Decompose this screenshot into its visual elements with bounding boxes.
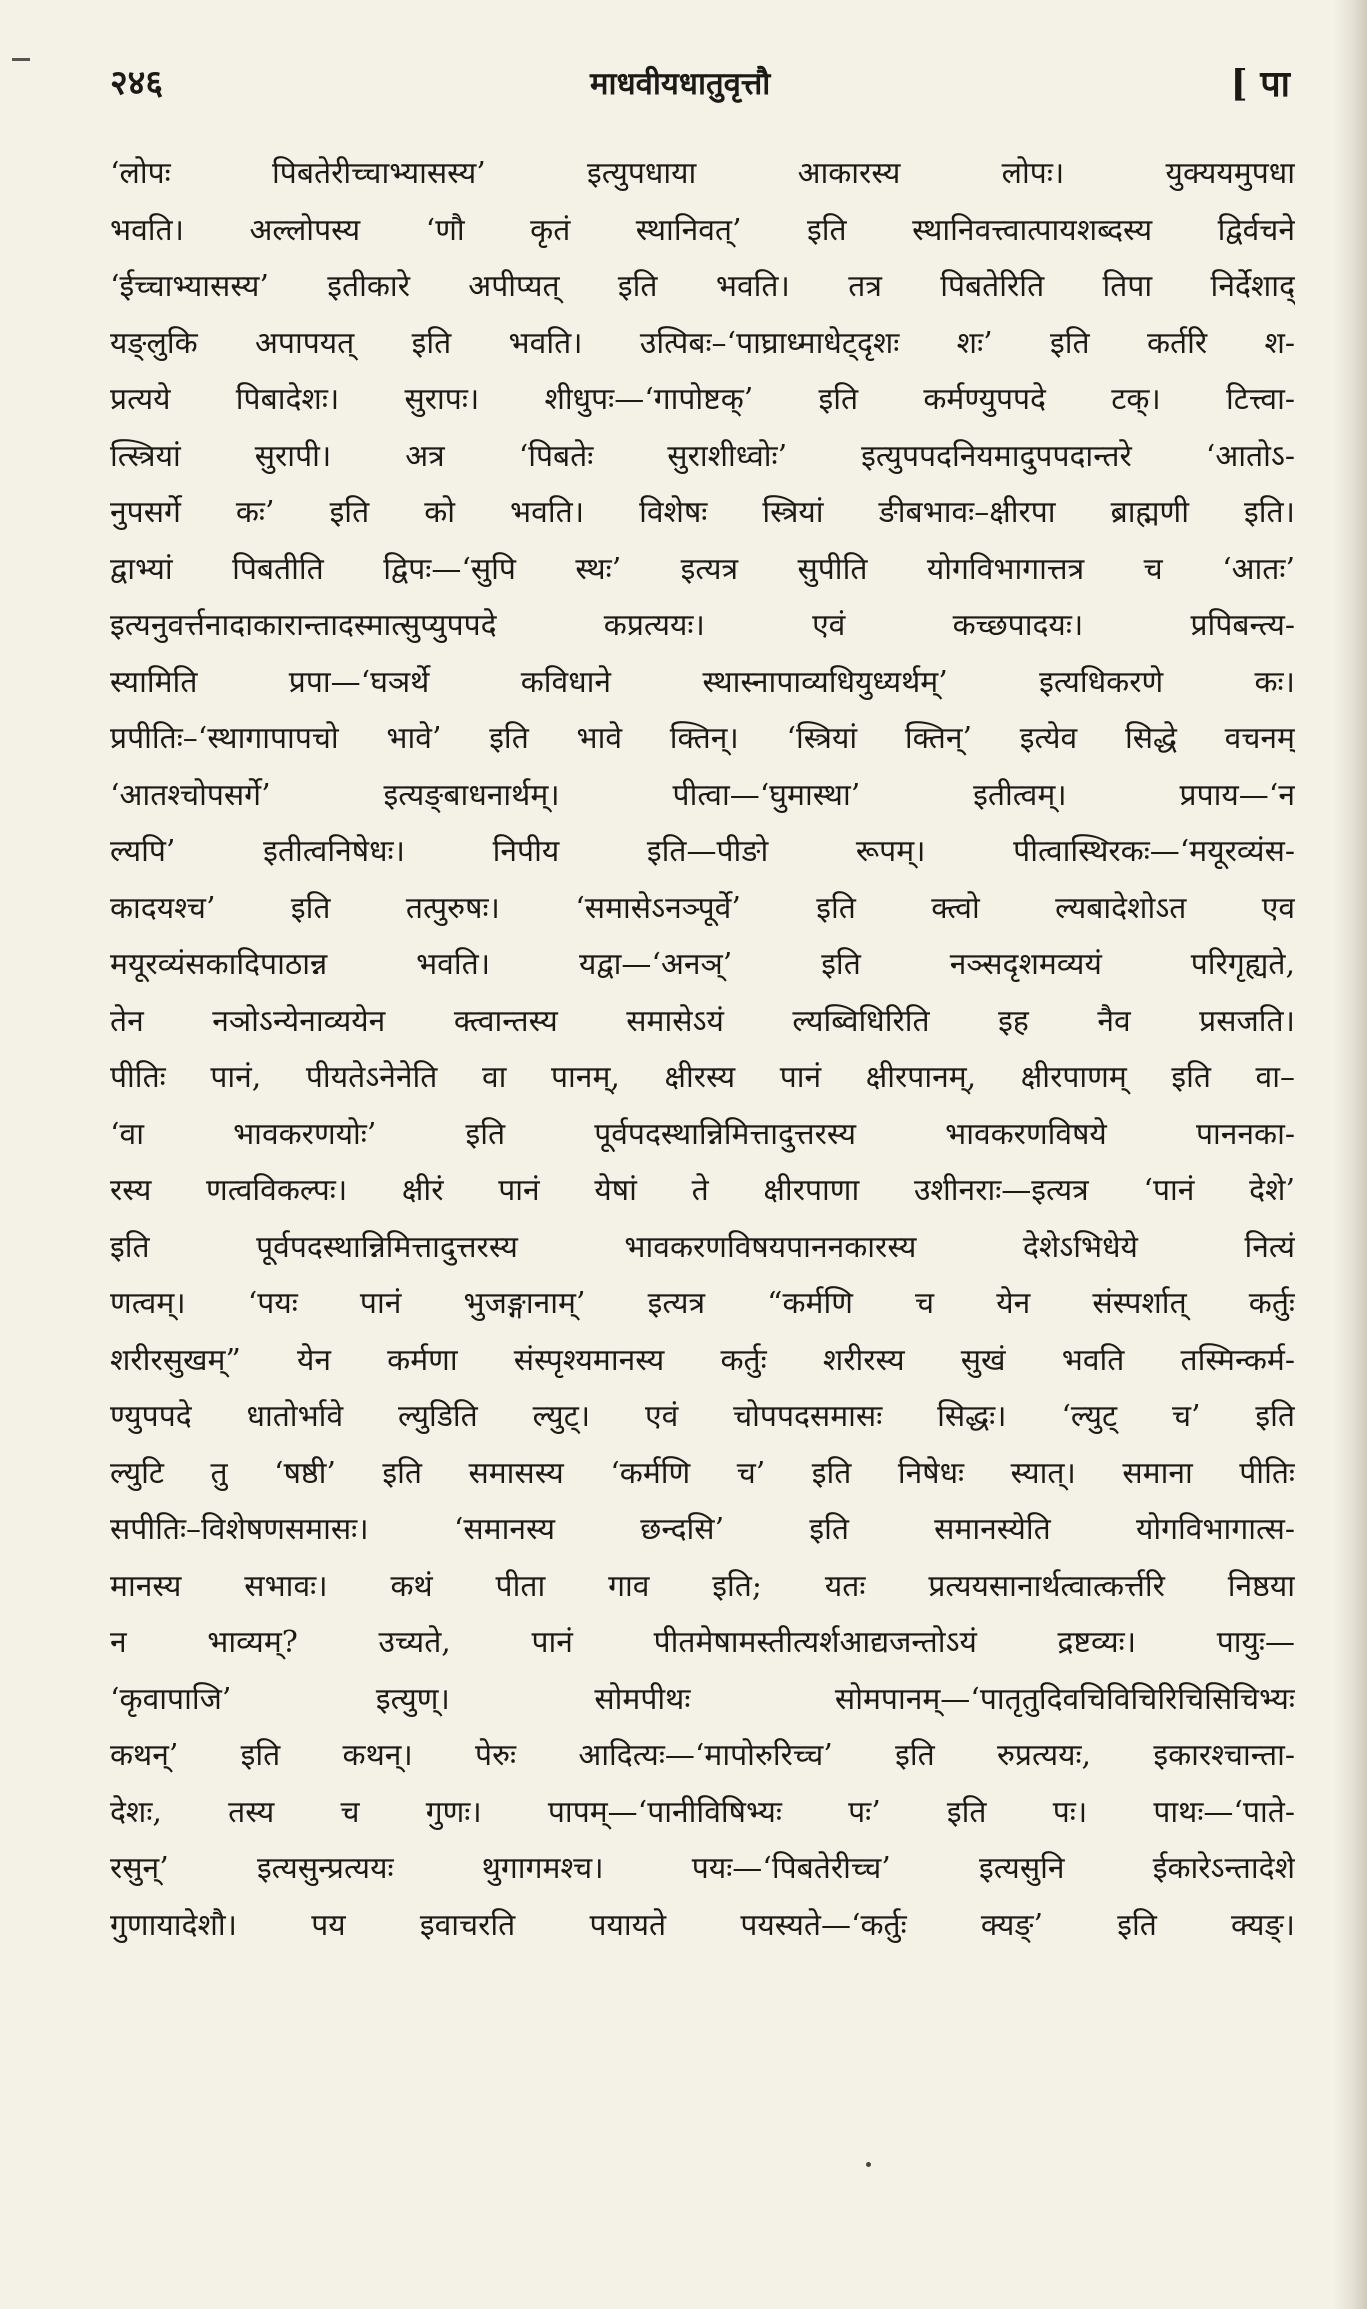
text-line: ल्यपि’ इतीत्वनिषेधः। निपीय इति—पीङो रूपम्। पीत्वास्थिरकः—‘मयूरव्यंस- [110,834,1295,869]
text-line: स्यामिति प्रपा—‘घञर्थे कविधाने स्थास्नापाव्यधियुध्यर्थम्’ इत्यधिकरणे कः। [110,664,1295,700]
running-title: माधवीयधातुवृत्तौ [590,66,771,102]
text-line: शरीरसुखम्” येन कर्मणा संस्पृश्यमानस्य कर्तुः शरीरस्य सुखं भवति तस्मिन्कर्म- [110,1342,1295,1378]
text-line: इति पूर्वपदस्थान्निमित्तादुत्तरस्य भावकरणविषयपाननकारस्य देशेऽभिधेये नित्यं [110,1229,1295,1265]
text-line: मानस्य सभावः। कथं पीता गाव इति; यतः प्रत्ययसानार्थत्वात्कर्त्तरि निष्ठया [110,1568,1295,1604]
text-line: इत्यनुवर्त्तनादाकारान्तादस्मात्सुप्युपपदे कप्रत्ययः। एवं कच्छपादयः। प्रपिबन्त्य- [110,608,1295,643]
page-header [110,58,1310,128]
text-line: नुपसर्गे कः’ इति को भवति। विशेषः स्त्रियां ङीबभावः–क्षीरपा ब्राह्मणी इति। [110,495,1295,530]
text-line: ‘लोपः पिबतेरीच्चाभ्यासस्य’ इत्युपधाया आकारस्य लोपः। युक्ययमुपधा [110,156,1295,191]
text-line: न भाव्यम्? उच्यते, पानं पीतमेषामस्तीत्यर्शआद्यजन्तोऽयं द्रष्टव्यः। पायुः— [110,1625,1295,1660]
text-line: तेन नञोऽन्येनाव्ययेन क्त्वान्तस्य समासेऽयं ल्यब्विधिरिति इह नैव प्रसजति। [110,1003,1295,1039]
text-line: ‘आतश्चोपसर्गे’ इत्यङ्बाधनार्थम्। पीत्वा—‘घुमास्था’ इतीत्वम्। प्रपाय—‘न [110,777,1295,813]
text-line: ‘वा भावकरणयोः’ इति पूर्वपदस्थान्निमित्तादुत्तरस्य भावकरणविषये पाननका- [110,1116,1295,1152]
body-text [110,146,1295,1954]
scan-speck [866,2162,871,2167]
text-line: त्स्त्रियां सुरापी। अत्र ‘पिबतेः सुराशीध्वोः’ इत्युपपदनियमादुपपदान्तरे ‘आतोऽ- [110,438,1295,474]
margin-mark [12,58,30,61]
text-line: रस्य णत्वविकल्पः। क्षीरं पानं येषां ते क्षीरपाणा उशीनराः—इत्यत्र ‘पानं देशे’ [110,1173,1295,1208]
text-line: ‘कृवापाजि’ इत्युण्। सोमपीथः सोमपानम्—‘पातृतुदिवचिविचिरिचिसिचिभ्यः [110,1681,1295,1717]
text-line: पीतिः पानं, पीयतेऽनेनेति वा पानम्, क्षीरस्य पानं क्षीरपानम्, क्षीरपाणम् इति वा– [110,1060,1295,1095]
text-line: यङ्लुकि अपापयत् इति भवति। उत्पिबः–‘पाघ्राध्माधेट्दृशः शः’ इति कर्तरि श- [110,325,1295,361]
section-marker: [ पा [1230,63,1290,105]
text-line: प्रत्यये पिबादेशः। सुरापः। शीधुपः—‘गापोष्टक्’ इति कर्मण्युपपदे टक्। टित्त्वा- [110,382,1295,417]
text-line: रसुन्’ इत्यसुन्प्रत्ययः थुगागमश्च। पयः—‘पिबतेरीच्च’ इत्यसुनि ईकारेऽन्तादेशे [110,1851,1295,1886]
text-line: णत्वम्। ‘पयः पानं भुजङ्गानाम्’ इत्यत्र “कर्मणि च येन संस्पर्शात् कर्तुः [110,1286,1295,1321]
text-line: ‘ईच्चाभ्यासस्य’ इतीकारे अपीप्यत् इति भवति। तत्र पिबतेरिति तिपा निर्देशाद् [110,269,1295,304]
text-line: मयूरव्यंसकादिपाठान्न भवति। यद्वा—‘अनञ्’ इति नञ्सदृशमव्ययं परिगृह्यते, [110,947,1295,982]
text-line: कथन्’ इति कथन्। पेरुः आदित्यः—‘मापोरुरिच्च’ इति रुप्रत्ययः, इकारश्चान्ता- [110,1738,1295,1773]
text-line: कादयश्च’ इति तत्पुरुषः। ‘समासेऽनञ्पूर्वे’ इति क्त्वो ल्यबादेशोऽत एव [110,890,1295,926]
page-binding-shadow [1333,0,1367,2309]
text-line: सपीतिः–विशेषणसमासः। ‘समानस्य छन्दसि’ इति समानस्येति योगविभागात्स- [110,1512,1295,1547]
text-line: प्रपीतिः–‘स्थागापापचो भावे’ इति भावे क्तिन्। ‘स्त्रियां क्तिन्’ इत्येव सिद्धे वचनम् [110,721,1295,756]
text-line: देशः, तस्य च गुणः। पापम्—‘पानीविषिभ्यः पः’ इति पः। पाथः—‘पाते- [110,1794,1295,1830]
page-number: २४६ [110,63,164,103]
text-line: गुणायादेशौ। पय इवाचरति पयायते पयस्यते—‘कर्तुः क्यङ्’ इति क्यङ्। [110,1907,1295,1943]
text-line: ल्युटि तु ‘षष्ठी’ इति समासस्य ‘कर्मणि च’ इति निषेधः स्यात्। समाना पीतिः [110,1455,1295,1491]
text-line: द्वाभ्यां पिबतीति द्विपः—‘सुपि स्थः’ इत्यत्र सुपीति योगविभागात्तत्र च ‘आतः’ [110,551,1295,587]
text-line: ण्युपपदे धातोर्भावे ल्युडिति ल्युट्। एवं चोपपदसमासः सिद्धः। ‘ल्युट् च’ इति [110,1399,1295,1434]
text-line: भवति। अल्लोपस्य ‘णौ कृतं स्थानिवत्’ इति स्थानिवत्त्वात्पायशब्दस्य द्विर्वचने [110,212,1295,248]
